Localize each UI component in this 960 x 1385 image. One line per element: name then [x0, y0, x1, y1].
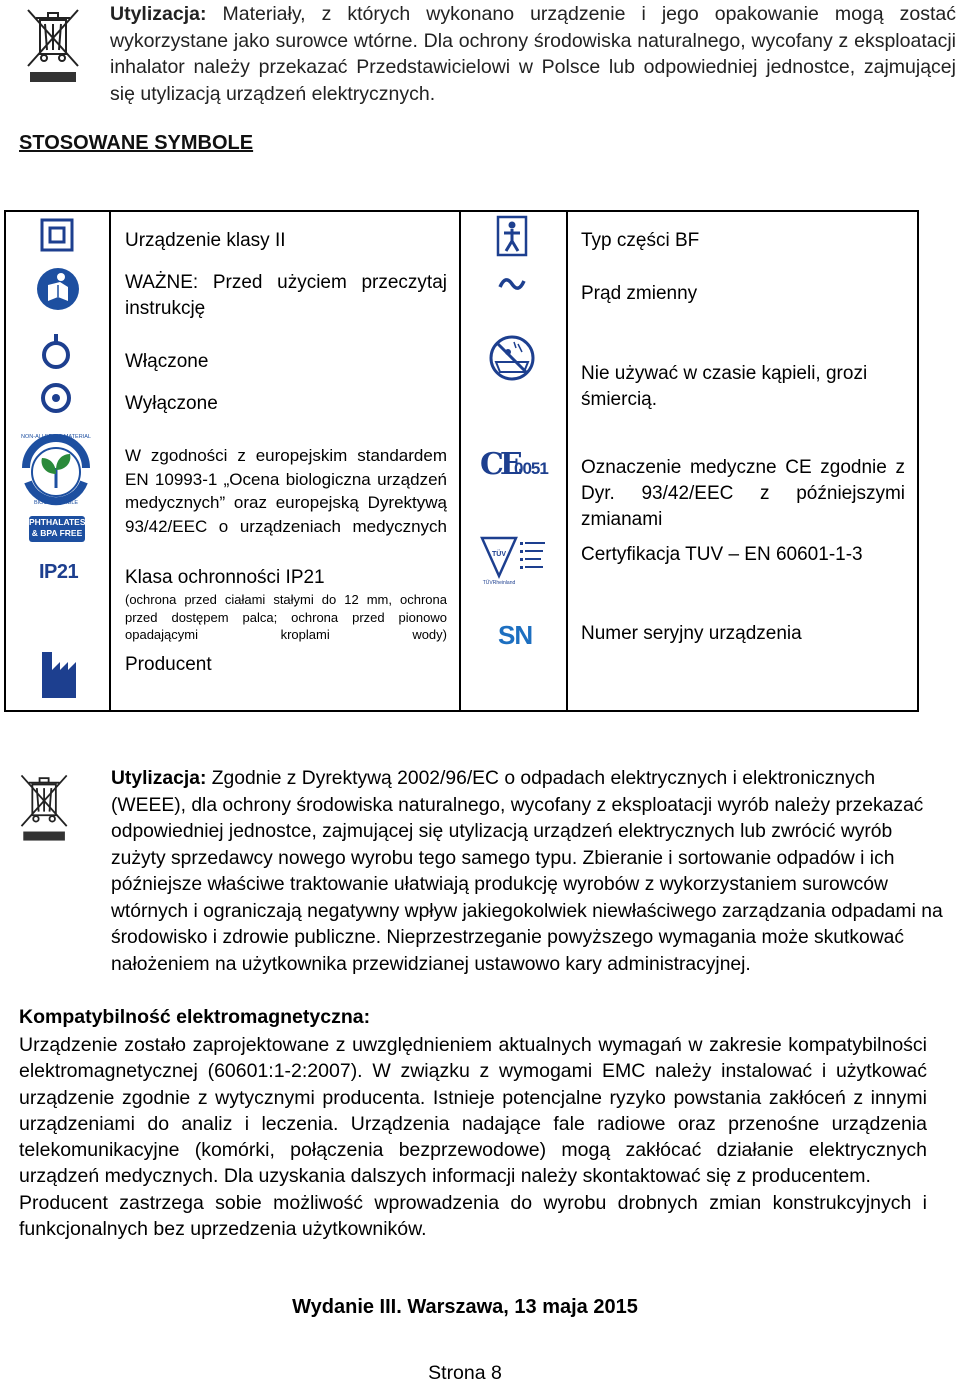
ip21-icon: IP21: [39, 561, 79, 583]
top-disposal-text: Materiały, z których wykonano urządzenie i jego opakowanie mogą zostać wykorzystane jako surowce wtórne. Dla ochrony środowiska naturalnego, wycofany z eksploatacji inhalator należy przekazać Przedstawicielowi w Polsce lub odpowiedniej jednostce, zajmującej się utylizacją urządzeń elektrycznych.: [110, 3, 956, 105]
top-disposal-notice: [110, 1, 956, 107]
manufacturer-label: Producent: [125, 654, 212, 675]
ac-label: Prąd zmienny: [581, 283, 698, 304]
svg-text:TÜVRheinland: TÜVRheinland: [482, 580, 516, 586]
tuv-certification-icon: [476, 530, 550, 586]
ce-notified-body-number: 0051: [514, 459, 548, 478]
table-border-left: [4, 210, 6, 712]
weee-disposal-text: Zgodnie z Dyrektywą 2002/96/EC o odpadach elektrycznych i elektronicznych (WEEE), dla ochrony środowiska naturalnego, wycofany z eksploatacji wyrób należy przekazać odpowiedniej jednostce, zajmującej się utylizacją urządzeń elektrycznych lub zwrócić wyrób zużyty sprzedawcy nowego wyrobu tego samego typu. Zbieranie i sortowanie odpadów i ich późniejsze właściwe traktowanie ułatwiają produkcję wyrobów z wykorzystaniem surowców wtórnych i ograniczają negatywny wpływ jakiegokolwiek niewłaściwego zarządzania odpadami na środowisko i zdrowie publiczne. Nieprzestrzeganie powyższego wymagania może skutkować nałożeniem na użytkownika przewidzianej ustawowo kary administracyjnej.: [111, 768, 943, 975]
emc-paragraph: [19, 1032, 927, 1190]
power-on-label: Włączone: [125, 351, 209, 372]
power-off-label: Wyłączone: [125, 393, 218, 414]
alternating-current-icon: [498, 276, 526, 292]
page-number: Strona 8: [428, 1362, 502, 1384]
symbols-heading: STOSOWANE SYMBOLE: [19, 132, 254, 154]
emc-text-main: Urządzenie zostało zaprojektowane z uwzględnieniem aktualnych wymagań w zakresie kompatybilności elektromagnetycznej (60601:1-2:2007). W związku z wymogami EMC należy instalować i użytkować urządzenie zgodnie z wytycznymi producenta. Istnieje potencjalne ryzyko powstania zakłóceń z innymi urządzeniami do analiz i leczenia. Urządzenia nadające fale radiowe oraz przenośne urządzenia telekomunikacyjne (komórki, połączenia bezprzewodowe) mogą zakłócać działanie elektrycznych urządzeń medycznych.: [19, 1034, 927, 1188]
class-ii-label: Urządzenie klasy II: [125, 230, 286, 251]
biocompatible-icon: [20, 430, 92, 512]
table-border-top: [4, 210, 919, 212]
serial-number-icon: SN: [498, 620, 533, 650]
tuv-label: Certyfikacja TUV – EN 60601-1-3: [581, 544, 863, 565]
ip-class-title: Klasa ochronności IP21: [125, 567, 325, 588]
weee-disposal-heading: Utylizacja:: [111, 768, 207, 789]
table-border-right: [917, 210, 919, 712]
phthalates-line2: & BPA FREE: [31, 528, 83, 538]
top-disposal-heading: Utylizacja:: [110, 3, 207, 25]
power-off-icon: [40, 382, 72, 414]
manufacturer-icon: [40, 652, 78, 698]
ce-mark-symbol: CE: [480, 447, 519, 482]
svg-text:TÜV: TÜV: [492, 551, 506, 558]
biocompatible-label: BIOCOMPATIBLE: [33, 500, 79, 506]
no-bath-icon: [488, 330, 536, 386]
table-border-bottom: [4, 710, 919, 712]
emc-text-contact: Dla uzyskania dalszych informacji należy skontaktować się z producentem.: [223, 1165, 871, 1188]
phthalates-line1: PHTHALATES: [29, 517, 86, 527]
emc-heading: Kompatybilność elektromagnetyczna:: [19, 1006, 371, 1028]
ip-class-description: (ochrona przed ciałami stałymi do 12 mm, ochrona przed dostępem palca; ochrona przed pionowo opadającymi kroplami wody): [125, 592, 447, 642]
read-instructions-label: WAŻNE: Przed użyciem przeczytaj instrukcję: [125, 272, 447, 319]
non-allergic-label: NON-ALLERGIC MATERIAL: [21, 434, 91, 440]
class-ii-icon: [40, 218, 74, 252]
table-col-divider-1: [109, 210, 111, 712]
phthalates-badge: [29, 516, 85, 542]
no-bath-label: Nie używać w czasie kąpieli, grozi śmiercią.: [581, 363, 868, 410]
power-on-icon: [40, 334, 72, 370]
emc-changes-paragraph: Producent zastrzega sobie możliwość wprowadzenia do wyrobu drobnych zmian konstrukcyjnych i funkcjonalnych bez uprzedzenia użytkowników.: [19, 1192, 927, 1241]
crossed-bin-icon-2: [16, 770, 74, 846]
crossed-bin-icon: [22, 4, 86, 88]
edition-line: Wydanie III. Warszawa, 13 maja 2015: [292, 1296, 638, 1318]
table-col-divider-2: [459, 210, 461, 712]
standard-label: W zgodności z europejskim standardem EN 10993-1 „Ocena biologiczna urządzeń medycznych” oraz europejską Dyrektywą 93/42/EEC o urządzeniach medycznych: [125, 446, 447, 536]
weee-disposal-notice: [111, 766, 943, 978]
bf-applied-part-icon: [496, 215, 528, 257]
table-col-divider-3: [566, 210, 568, 712]
ce-mark-icon: [480, 449, 550, 485]
ce-label: Oznaczenie medyczne CE zgodnie z Dyr. 93/42/EEC z późniejszymi zmianami: [581, 457, 905, 530]
bf-label: Typ części BF: [581, 230, 700, 251]
read-instructions-icon: [36, 267, 80, 311]
serial-number-label: Numer seryjny urządzenia: [581, 623, 802, 644]
